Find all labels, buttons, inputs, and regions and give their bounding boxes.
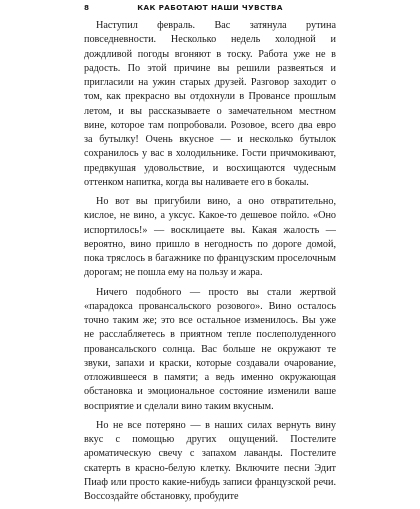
paragraph: Ничего подобного — просто вы стали жертвой «парадокса провансальского розового». Вино осталось точно таким же; это все остальное изменилось. Вы уже не расслабляетесь в приятном тепле послеполуденного провансальского солнца. Вас больше не окружают те звуки, запахи и краски, которые создавали очарование, отложившееся в памяти; а ведь именно окружающая обстановка и эмоциональное состояние изменили ваше восприятие и сделали вино таким вкусным. xyxy=(84,286,336,412)
running-head xyxy=(84,3,336,15)
page-number: 8 xyxy=(84,3,90,12)
paragraph: Но не все потеряно — в наших силах вернуть вину вкус с помощью других ощущений. Постелите ароматическую свечу с запахом лаванды. Постелите скатерть в красно-белую клетку. Включите песни Эдит Пиаф или просто какие-нибудь записи французской речи. Воссоздайте обстановку, пробудите xyxy=(84,419,336,502)
paragraph: Наступил февраль. Вас затянула рутина повседневности. Несколько недель холодной и дождливой погоды вгоняют в тоску. Работа уже не в радость. По этой причине вы решили развеяться и пригласили на ужин старых друзей. Разговор заходит о том, как прекрасно вы отдохнули в Провансе прошлым летом, и вы рассказываете о замечательном местном вине, которое там попробовали. Розовое, всего два евро за бутылку! Очень вкусное — и несколько бутылок сохранилось у вас в холодильнике. Гости причмокивают, предвкушая удовольствие, и восхищаются чудесным оттенком напитка, когда вы наливаете его в бокалы. xyxy=(84,20,336,188)
body-text xyxy=(84,19,336,509)
running-title: КАК РАБОТАЮТ НАШИ ЧУВСТВА xyxy=(137,3,283,12)
paragraph: Но вот вы пригубили вино, а оно отвратительно, кислое, не вино, а уксус. Какое-то дешевое пойло. «Оно испортилось!» — восклицаете вы. Какая жалость — вероятно, вино пришло в негодность по дороге домой, пока тряслось в багажнике по французским проселочным дорогам; не пошла ему на пользу и жара. xyxy=(84,196,336,279)
